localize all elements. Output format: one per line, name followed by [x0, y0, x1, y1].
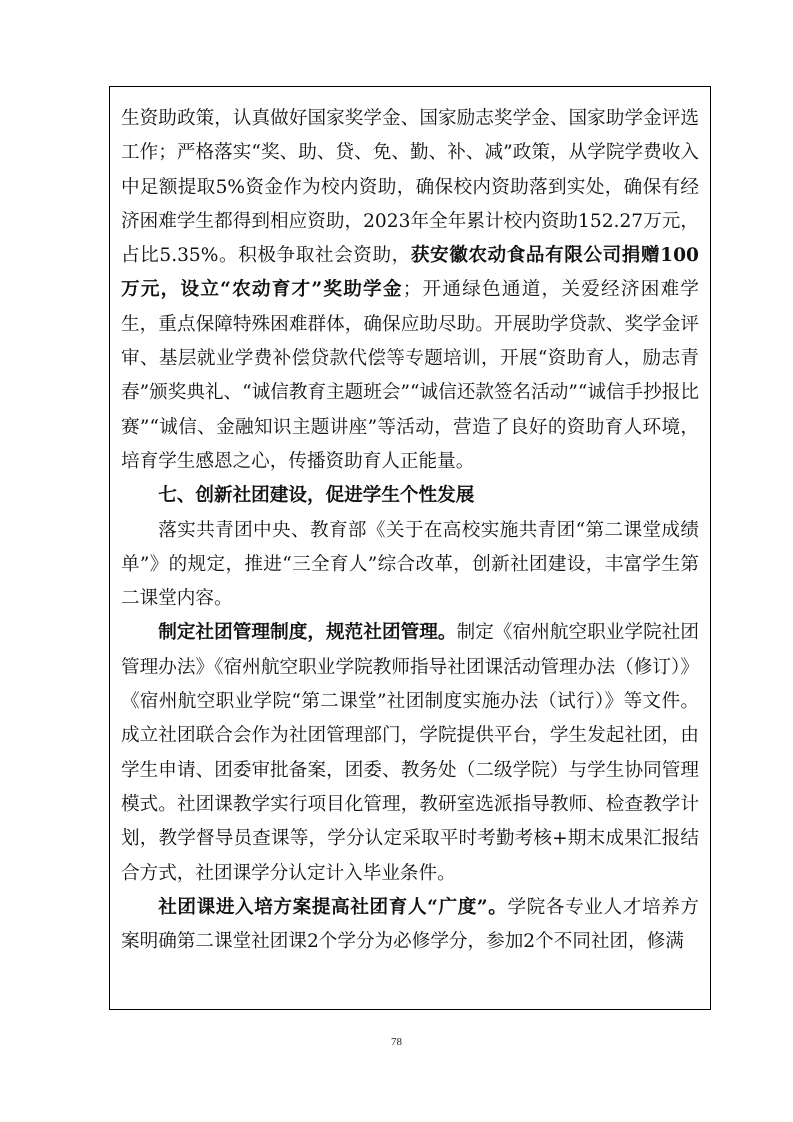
aid-text-2: ；开通绿色通道，关爱经济困难学生，重点保障特殊困难群体，确保应助尽助。开展助学贷款、奖学金评审、基层就业学费补偿贷款代偿等专题培训，开展“资助育人，励志青春”颁奖典礼、“诚信教育主题班会”“诚信还款签名活动”“诚信手抄报比赛”“诚信、金融知识主题讲座”等活动，营造了良好的资助育人环境，培育学生感恩之心，传播资助育人正能量。 [121, 279, 699, 472]
paragraph-club-curriculum [121, 891, 699, 960]
club-curriculum-lead: 社团课进入培方案提高社团育人“广度”。 [158, 896, 508, 918]
club-management-body: 制定《宿州航空职业学院社团管理办法》《宿州航空职业学院教师指导社团课活动管理办法（修订）》《宿州航空职业学院“第二课堂”社团制度实施办法（试行）》等文件。成立社团联合会作为社团管理部门，学院提供平台，学生发起社团，由学生申请、团委审批备案，团委、教务处（二级学院）与学生协同管理模式。社团课教学实行项目化管理，教研室选派指导教师、检查教学计划，教学督导员查课等，学分认定采取平时考勤考核+期末成果汇报结合方式，社团课学分认定计入毕业条件。 [121, 622, 699, 884]
club-curriculum-body: 学院各专业人才培养方案明确第二课堂社团课2个学分为必修学分，参加2个不同社团，修满 [121, 896, 699, 953]
paragraph-student-aid [121, 102, 699, 479]
section-heading-7: 七、创新社团建设，促进学生个性发展 [158, 485, 475, 507]
paragraph-club-management [121, 616, 699, 890]
aid-text-1: 生资助政策，认真做好国家奖学金、国家励志奖学金、国家助学金评选工作；严格落实“奖、助、贷、免、勤、补、减”政策，从学院学费收入中足额提取5%资金作为校内资助，确保校内资助落到实处，确保有经济困难学生都得到相应资助，2023年全年累计校内资助152.27万元，占比5.35%。积极争取社会资助， [121, 108, 699, 267]
content-frame [109, 86, 711, 1010]
club-management-lead: 制定社团管理制度，规范社团管理。 [158, 622, 457, 644]
paragraph-club-intro: 落实共青团中央、教育部《关于在高校实施共青团“第二课堂成绩单”》的规定，推进“三全育人”综合改革，创新社团建设，丰富学生第二课堂内容。 [121, 519, 699, 610]
page-content [121, 102, 699, 959]
aid-donation-highlight: 获安徽农动食品有限公司捐赠100万元，设立“农动育才”奖助学金 [121, 245, 699, 301]
page-number: 78 [391, 1036, 402, 1048]
